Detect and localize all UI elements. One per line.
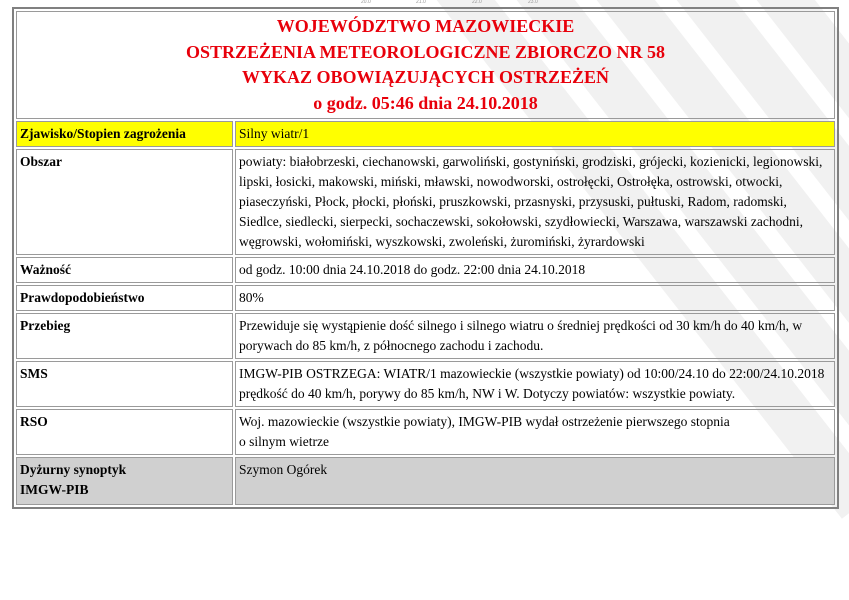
top-ruler bbox=[0, 0, 849, 6]
ruler-tick-label: 20.0 bbox=[361, 0, 371, 5]
forecaster-row bbox=[16, 457, 835, 505]
course-value: Przewiduje się wystąpienie dość silnego i silnego wiatru o średniej prędkości od 30 km/h do 40 km/h, w porywach do 85 km/h, z północnego zachodu i zachodu. bbox=[235, 313, 835, 359]
ruler-tick-label: 21.0 bbox=[416, 0, 426, 5]
warning-bulletin-title: OSTRZEŻENIA METEOROLOGICZNE ZBIORCZO NR 58 bbox=[185, 41, 666, 62]
forecaster-name: Szymon Ogórek bbox=[235, 457, 835, 505]
validity-label: Ważność bbox=[16, 257, 233, 283]
rso-row bbox=[16, 409, 835, 455]
phenomenon-row bbox=[16, 121, 835, 147]
forecaster-label-line1: Dyżurny synoptyk bbox=[20, 462, 127, 477]
warning-table bbox=[12, 7, 839, 509]
phenomenon-value: Silny wiatr/1 bbox=[235, 121, 835, 147]
phenomenon-label: Zjawisko/Stopien zagrożenia bbox=[16, 121, 233, 147]
active-warnings-title: WYKAZ OBOWIĄZUJĄCYCH OSTRZEŻEŃ bbox=[241, 67, 610, 87]
course-label: Przebieg bbox=[16, 313, 233, 359]
validity-value: od godz. 10:00 dnia 24.10.2018 do godz. 22:00 dnia 24.10.2018 bbox=[235, 257, 835, 283]
title-row bbox=[16, 11, 835, 119]
sms-label: SMS bbox=[16, 361, 233, 407]
area-label: Obszar bbox=[16, 149, 233, 255]
probability-label: Prawdopodobieństwo bbox=[16, 285, 233, 311]
rso-value bbox=[235, 409, 835, 455]
rso-value-line1: Woj. mazowieckie (wszystkie powiaty), IMGW-PIB wydał ostrzeżenie pierwszego stopnia bbox=[239, 414, 730, 429]
rso-label: RSO bbox=[16, 409, 233, 455]
ruler-tick-label: 23.0 bbox=[528, 0, 538, 5]
forecaster-label-line2: IMGW-PIB bbox=[20, 482, 89, 497]
title-cell bbox=[16, 11, 835, 119]
ruler-tick-label: 22.0 bbox=[472, 0, 482, 5]
probability-row bbox=[16, 285, 835, 311]
forecaster-label bbox=[16, 457, 233, 505]
course-row bbox=[16, 313, 835, 359]
area-row bbox=[16, 149, 835, 255]
rso-value-line2: o silnym wietrze bbox=[239, 434, 329, 449]
sms-row bbox=[16, 361, 835, 407]
region-title: WOJEWÓDZTWO MAZOWIECKIE bbox=[276, 16, 575, 36]
area-value: powiaty: białobrzeski, ciechanowski, garwoliński, gostyniński, grodziski, grójecki, kozienicki, legionowski, lipski, łosicki, makowski, miński, mławski, nowodworski, ostrołęcki, Ostrołęka, ostrowski, otwocki, piaseczyński, Płock, płocki, płoński, pruszkowski, przasnyski, przysuski, pułtuski, Radom, radomski, Siedlce, siedlecki, sierpecki, sochaczewski, sokołowski, szydłowiecki, Warszawa, warszawski zachodni, węgrowski, wołomiński, wyszkowski, zwoleński, żuromiński, żyrardowski bbox=[235, 149, 835, 255]
sms-value: IMGW-PIB OSTRZEGA: WIATR/1 mazowieckie (wszystkie powiaty) od 10:00/24.10 do 22:00/24.10.2018 prędkość do 40 km/h, porywy do 85 km/h, NW i W. Dotyczy powiatów: wszystkie powiaty. bbox=[235, 361, 835, 407]
probability-value: 80% bbox=[235, 285, 835, 311]
issue-time: o godz. 05:46 dnia 24.10.2018 bbox=[313, 92, 538, 113]
validity-row bbox=[16, 257, 835, 283]
